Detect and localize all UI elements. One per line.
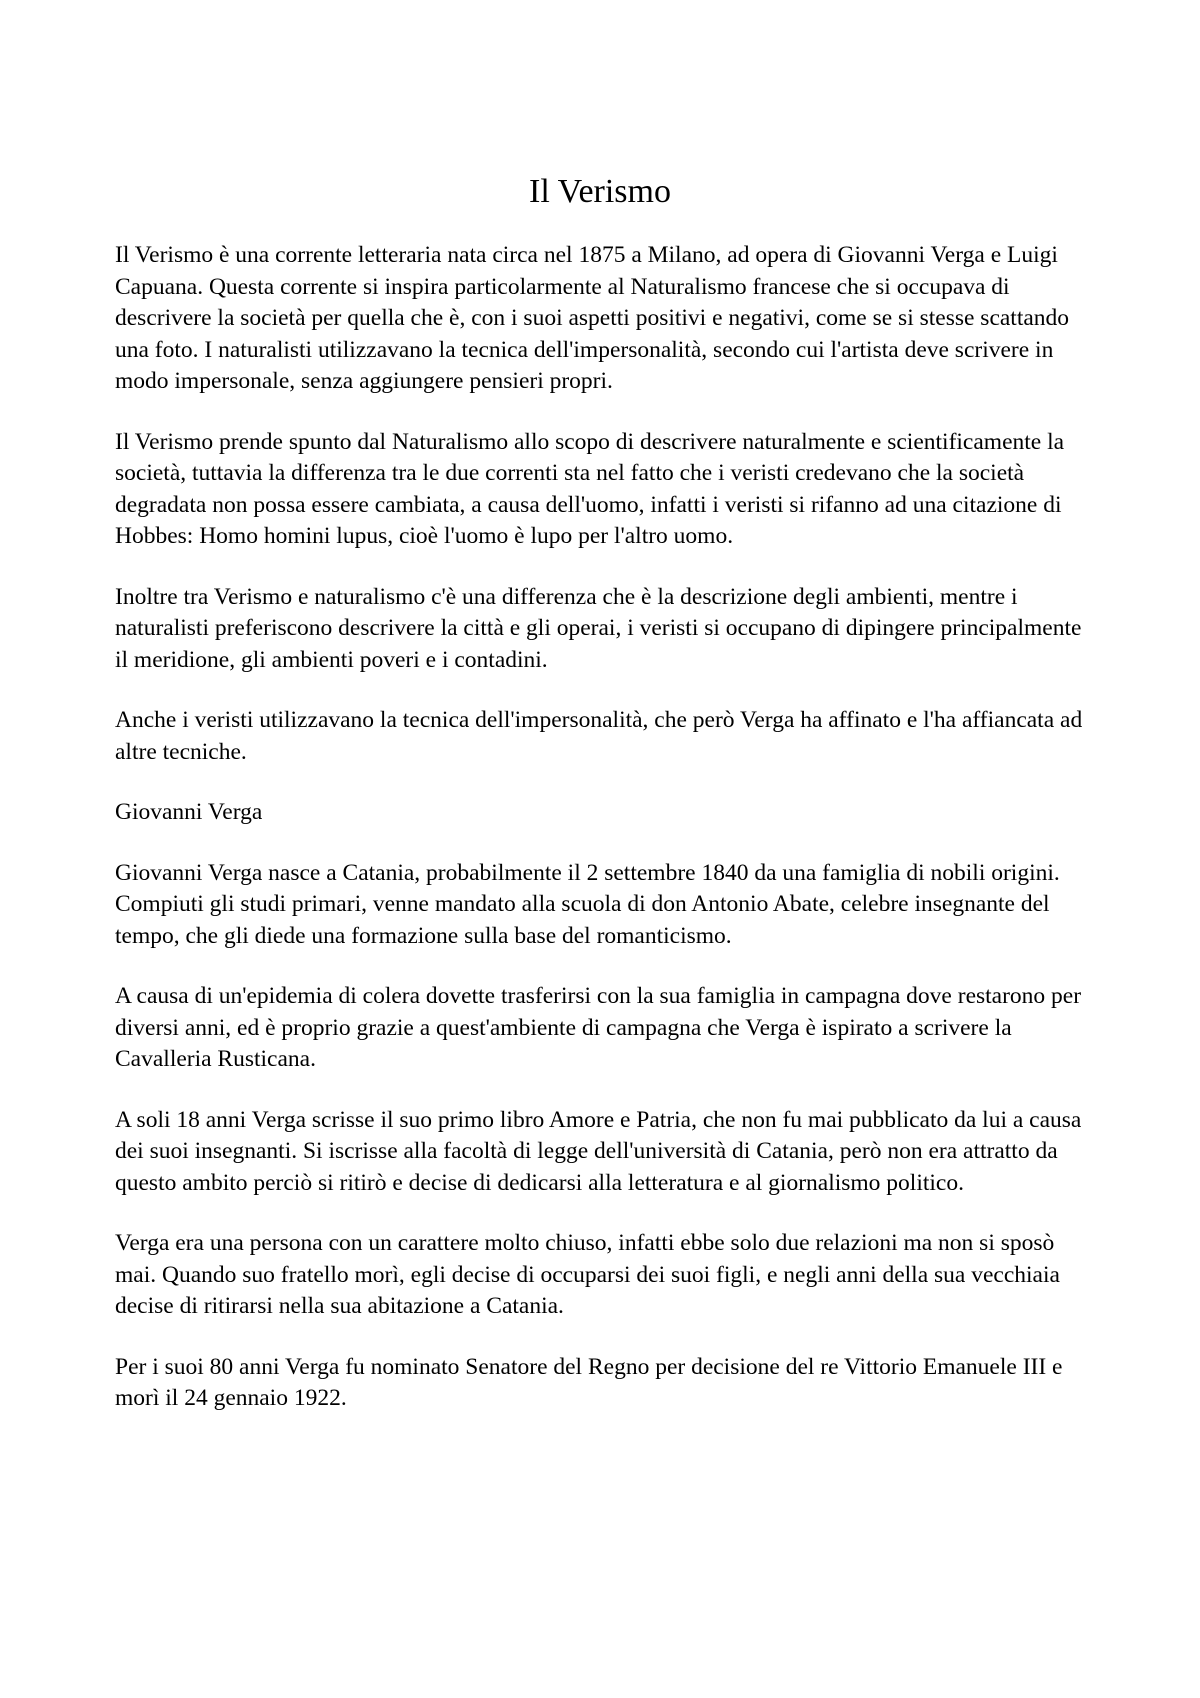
- paragraph-carattere: Verga era una persona con un carattere molto chiuso, infatti ebbe solo due relazioni ma non si sposò mai. Quando suo fratello morì, egli decise di occuparsi dei suoi figli, e negli anni della sua vecchiaia decise di ritirarsi nella sua abitazione a Catania.: [115, 1230, 1060, 1319]
- paragraph-impersonalita: Anche i veristi utilizzavano la tecnica dell'impersonalità, che però Verga ha affinato e l'ha affiancata ad altre tecniche.: [115, 707, 1083, 765]
- paragraph-primo-libro: A soli 18 anni Verga scrisse il suo primo libro Amore e Patria, che non fu mai pubblicato da lui a causa dei suoi insegnanti. Si iscrisse alla facoltà di legge dell'università di Catania, però non era attratto da questo ambito perciò si ritirò e decise di dedicarsi alla letteratura e al giornalismo politico.: [115, 1106, 1082, 1196]
- paragraph-nascita: Giovanni Verga nasce a Catania, probabilmente il 2 settembre 1840 da una famiglia di nobili origini. Compiuti gli studi primari, venne mandato alla scuola di don Antonio Abate, celebre insegnante del tempo, che gli diede una formazione sulla base del romanticismo.: [115, 859, 1060, 949]
- paragraph-senatore: Per i suoi 80 anni Verga fu nominato Senatore del Regno per decisione del re Vittorio Emanuele III e morì il 24 gennaio 1922.: [115, 1353, 1063, 1411]
- section-heading-giovanni-verga: Giovanni Verga: [115, 799, 263, 825]
- paragraph-intro: Il Verismo è una corrente letteraria nata circa nel 1875 a Milano, ad opera di Giovanni Verga e Luigi Capuana. Questa corrente si inspira particolarmente al Naturalismo francese che si occupava di descrivere la società per quella che è, con i suoi aspetti positivi e negativi, come se si stesse scattando una foto. I naturalisti utilizzavano la tecnica dell'impersonalità, secondo cui l'artista deve scrivere in modo impersonale, senza aggiungere pensieri propri.: [115, 242, 1070, 394]
- paragraph-verismo-naturalismo: Il Verismo prende spunto dal Naturalismo allo scopo di descrivere naturalmente e scientificamente la società, tuttavia la differenza tra le due correnti sta nel fatto che i veristi credevano che la società degradata non possa essere cambiata, a causa dell'uomo, infatti i veristi si rifanno ad una citazione di Hobbes: Homo homini lupus, cioè l'uomo è lupo per l'altro uomo.: [115, 428, 1065, 549]
- paragraph-ambienti: Inoltre tra Verismo e naturalismo c'è una differenza che è la descrizione degli ambienti, mentre i naturalisti preferiscono descrivere la città e gli operai, i veristi si occupano di dipingere principalmente il meridione, gli ambienti poveri e i contadini.: [115, 583, 1082, 673]
- document-body: [115, 240, 1095, 1444]
- paragraph-colera: A causa di un'epidemia di colera dovette trasferirsi con la sua famiglia in campagna dove restarono per diversi anni, ed è proprio grazie a quest'ambiente di campagna che Verga è ispirato a scrivere la Cavalleria Rusticana.: [115, 983, 1082, 1072]
- document-title: Il Verismo: [529, 173, 671, 210]
